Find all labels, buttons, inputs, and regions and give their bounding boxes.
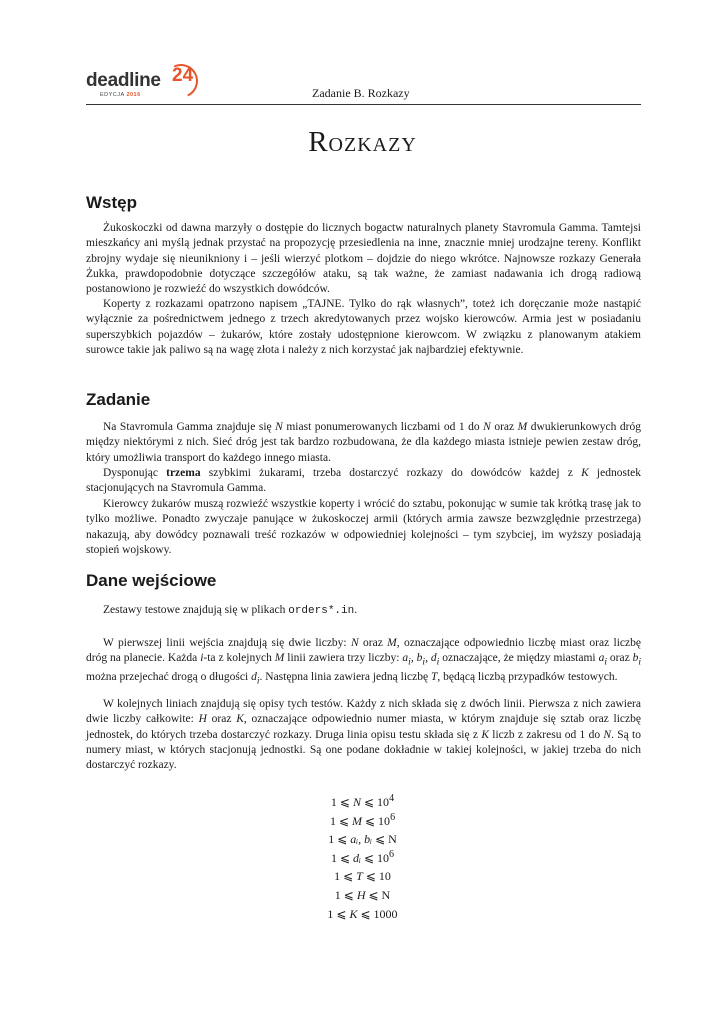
input-paragraph-2: W kolejnych liniach znajdują się opisy tych testów. Każdy z nich składa się z dwóch linii. Pierwsza z nich zawiera dwie liczby całkowite: H oraz K, oznaczające odpowiednio numer miasta, w którym znajduje się sztab oraz liczbę jednostek, do których trzeba dostarczyć rozkazy. Druga linia opisu testu składa się z K liczb z zakresu od 1 do N. Są to numery miast, w których stacjonują jednostki. Są one podane dokładnie w takiej kolejności, w jakiej trzeba do nich dostarczyć rozkazy. [86, 698, 641, 772]
constraint-ab: 1 ⩽ aᵢ, bᵢ ⩽ N [328, 832, 397, 847]
section-heading-intro: Wstęp [86, 193, 137, 212]
constraint-m: 1 ⩽ M ⩽ $10^6$ [329, 811, 396, 828]
task-paragraph-2: Dysponując trzema szybkimi żukarami, trzeba dostarczyć rozkazy do dowódców każdej z K jednostek stacjonujących na Stavromula Gamma. [86, 467, 641, 495]
logo-word: deadline [86, 70, 161, 91]
section-heading-input: Dane wejściowe [86, 571, 217, 590]
page-header [86, 60, 641, 105]
section-heading-task: Zadanie [86, 390, 151, 409]
input-files-line: Zestawy testowe znajdują się w plikach orders*.in. [103, 604, 358, 617]
constraint-d: 1 ⩽ dᵢ ⩽ $10^6$ [330, 848, 395, 865]
logo-number: 24 [172, 65, 194, 86]
page-title: Rozkazy [308, 126, 417, 158]
constraint-n: 1 ⩽ N ⩽ $10^4$ [330, 793, 395, 809]
task-paragraph-3: Kierowcy żukarów muszą rozwieźć wszystkie koperty i wrócić do sztabu, pokonując w sumie tak krótką trasę jak to tylko możliwe. Ponadto zwyczaje panujące w żukoskoczej armii (których armia zawsze bezwzględnie przestrzega) nakazują, aby dowódcy poznawali treść rozkazów w odpowiedniej kolejności – tym szybciej, im wyższy posiadają stopień wojskowy. [86, 498, 641, 556]
deadline24-logo [86, 64, 206, 104]
task-paragraph-1: Na Stavromula Gamma znajduje się N miast ponumerowanych liczbami od 1 do N oraz M dwukierunkowych dróg między niektórymi z nich. Sieć dróg jest tak bardzo rozbudowana, że dla każdego miasta istnieje pewien zestaw dróg, który umożliwia transport do każdego innego miasta. [86, 421, 641, 464]
constraint-t: 1 ⩽ T ⩽ 10 [334, 869, 391, 884]
intro-paragraph-2: Koperty z rozkazami opatrzono napisem „TAJNE. Tylko do rąk własnych”, toteż ich doręczanie może nastąpić wyłącznie za pośrednictwem jednego z trzech akredytowanych przez wojsko kierowców. Armia jest w posiadaniu superszybkich pojazdów – żukarów, które zostały udostępnione kierowcom. W związku z planowanym atakiem surowce takie jak paliwo są na wagę złota i należy z nich korzystać jak najbardziej efektywnie. [86, 298, 641, 356]
constraint-k: 1 ⩽ K ⩽ 1000 [327, 906, 398, 921]
constraints-block [0, 790, 725, 920]
logo-edition: EDYCJA 2016 [100, 92, 141, 98]
input-paragraph-1: W pierwszej linii wejścia znajdują się dwie liczby: N oraz M, oznaczające odpowiednio liczbę miast oraz liczbę dróg na planecie. Każda i-ta z kolejnych M linii zawiera trzy liczby: $a_i$, $b_i$, $d_i$ oznaczające, że między miastami $a_i$ oraz $b_i$ można przejechać drogą o długości $d_i$. Następna linia zawiera jedną liczbę T, będącą liczbą przypadków testowych. [86, 637, 642, 687]
running-header-title: Zadanie B. Rozkazy [312, 86, 410, 100]
intro-paragraph-1: Żukoskoczki od dawna marzyły o dostępie do licznych bogactw naturalnych planety Stavromula Gamma. Tamtejsi mieszkańcy ani myślą jednak przystać na propozycję przesiedlenia na inne, znacznie mniej urodzajne tereny. Konflikt zbrojny wydaje się nieunikniony i – jeśli wierzyć plotkom – dojdzie do niego wkrótce. Najnowsze rozkazy Generała Żukka, prawdopodobnie dotyczące szczegółów ataku, są tak ważne, że zamiast nadawania ich drogą radiową postanowiono je rozwieźć do wszystkich dowódców. [86, 222, 641, 296]
constraint-h: 1 ⩽ H ⩽ N [334, 887, 391, 902]
